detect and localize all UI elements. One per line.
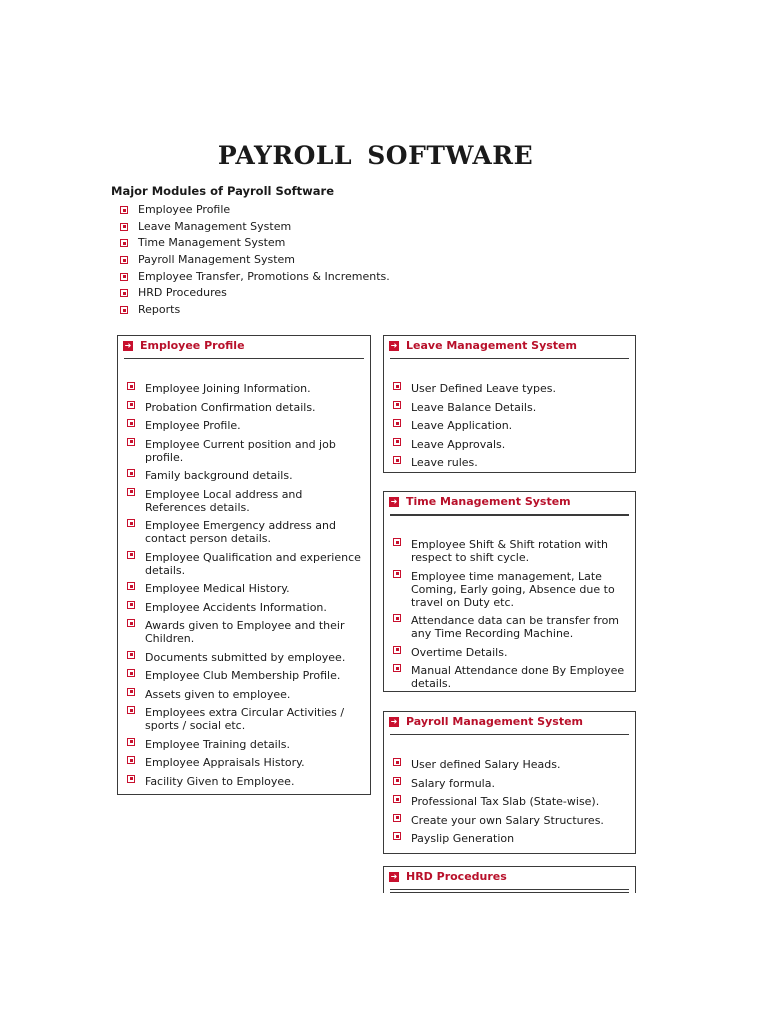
red-arrow-icon: ➜ <box>390 341 398 350</box>
red-square-bullet-icon <box>393 832 401 840</box>
red-square-bullet-icon <box>127 551 135 559</box>
red-square-bullet-icon <box>127 619 135 627</box>
payroll-management-list <box>393 758 629 845</box>
module-label: Employee Transfer, Promotions & Increments. <box>138 269 390 283</box>
hrd-procedures-box <box>383 866 636 893</box>
list-item: Employee Club Membership Profile. <box>127 669 363 682</box>
red-square-bullet-icon <box>127 582 135 590</box>
red-square-bullet-icon <box>393 664 401 672</box>
red-square-bullet-icon <box>127 775 135 783</box>
red-square-bullet-icon <box>393 382 401 390</box>
list-item: Payslip Generation <box>393 832 629 845</box>
list-item: Employee Profile. <box>127 419 363 432</box>
leave-management-list <box>393 382 629 469</box>
red-square-bullet-icon <box>127 382 135 390</box>
box-header <box>124 336 364 359</box>
list-item <box>120 202 390 219</box>
red-square-bullet-icon <box>393 646 401 654</box>
red-square-bullet-icon <box>127 706 135 714</box>
list-item: Leave Balance Details. <box>393 401 629 414</box>
red-square-bullet-icon <box>127 601 135 609</box>
module-label: Reports <box>138 303 181 317</box>
payroll-management-box <box>383 711 636 854</box>
box-header <box>390 867 629 890</box>
employee-profile-list <box>127 382 363 788</box>
red-square-bullet-icon <box>393 538 401 546</box>
list-item: Assets given to employee. <box>127 688 363 701</box>
divider <box>390 892 629 893</box>
list-item: Manual Attendance done By Employee details. <box>393 664 629 690</box>
red-square-bullet-icon <box>120 239 128 247</box>
red-square-bullet-icon <box>127 519 135 527</box>
list-item: Family background details. <box>127 469 363 482</box>
list-item: Documents submitted by employee. <box>127 651 363 664</box>
red-square-bullet-icon <box>120 306 128 314</box>
list-item: Employee Accidents Information. <box>127 601 363 614</box>
red-square-bullet-icon <box>393 614 401 622</box>
list-item: Employee Shift & Shift rotation with respect to shift cycle. <box>393 538 629 564</box>
list-item: Facility Given to Employee. <box>127 775 363 788</box>
red-square-bullet-icon <box>127 651 135 659</box>
list-item <box>120 269 390 286</box>
red-square-bullet-icon <box>393 419 401 427</box>
box-title: Leave Management System <box>406 339 577 352</box>
list-item: Probation Confirmation details. <box>127 401 363 414</box>
list-item: Employee Joining Information. <box>127 382 363 395</box>
box-title: Time Management System <box>406 495 571 508</box>
red-square-bullet-icon <box>393 456 401 464</box>
box-title: Employee Profile <box>140 339 245 352</box>
list-item <box>120 235 390 252</box>
time-management-list <box>393 538 629 690</box>
red-square-bullet-icon <box>120 206 128 214</box>
list-item <box>120 285 390 302</box>
module-label: Time Management System <box>138 236 286 250</box>
list-item: Leave rules. <box>393 456 629 469</box>
list-item: Employee time management, Late Coming, Early going, Absence due to travel on Duty etc. <box>393 570 629 609</box>
list-item: User defined Salary Heads. <box>393 758 629 771</box>
list-item: User Defined Leave types. <box>393 382 629 395</box>
list-item: Overtime Details. <box>393 646 629 659</box>
red-square-bullet-icon <box>127 738 135 746</box>
time-management-box <box>383 491 636 692</box>
list-item: Professional Tax Slab (State-wise). <box>393 795 629 808</box>
module-label: Payroll Management System <box>138 253 295 267</box>
red-arrow-icon: ➜ <box>124 341 132 350</box>
list-item: Employee Appraisals History. <box>127 756 363 769</box>
list-item: Employees extra Circular Activities / sports / social etc. <box>127 706 363 732</box>
red-square-bullet-icon <box>127 669 135 677</box>
red-square-bullet-icon <box>120 273 128 281</box>
red-square-bullet-icon <box>127 419 135 427</box>
list-item: Employee Emergency address and contact person details. <box>127 519 363 545</box>
box-header <box>390 336 629 359</box>
red-square-bullet-icon <box>127 438 135 446</box>
red-square-bullet-icon <box>120 289 128 297</box>
red-square-bullet-icon <box>393 795 401 803</box>
employee-profile-box <box>117 335 371 795</box>
red-square-bullet-icon <box>127 401 135 409</box>
red-square-bullet-icon <box>120 223 128 231</box>
modules-heading: Major Modules of Payroll Software <box>111 184 335 198</box>
list-item: Create your own Salary Structures. <box>393 814 629 827</box>
red-square-bullet-icon <box>127 688 135 696</box>
list-item: Leave Application. <box>393 419 629 432</box>
red-square-bullet-icon <box>393 438 401 446</box>
red-square-bullet-icon <box>393 570 401 578</box>
page-title: PAYROLL SOFTWARE <box>217 141 534 170</box>
red-square-bullet-icon <box>393 401 401 409</box>
list-item <box>120 219 390 236</box>
list-item: Employee Medical History. <box>127 582 363 595</box>
list-item: Awards given to Employee and their Children. <box>127 619 363 645</box>
red-arrow-icon: ➜ <box>390 872 398 881</box>
red-arrow-icon: ➜ <box>390 717 398 726</box>
red-square-bullet-icon <box>393 758 401 766</box>
leave-management-box <box>383 335 636 473</box>
list-item <box>120 252 390 269</box>
list-item: Employee Qualification and experience details. <box>127 551 363 577</box>
red-square-bullet-icon <box>120 256 128 264</box>
red-square-bullet-icon <box>127 488 135 496</box>
modules-list <box>120 202 390 319</box>
red-square-bullet-icon <box>393 814 401 822</box>
box-title: HRD Procedures <box>406 870 507 883</box>
red-square-bullet-icon <box>393 777 401 785</box>
box-title: Payroll Management System <box>406 715 583 728</box>
list-item: Leave Approvals. <box>393 438 629 451</box>
list-item <box>120 302 390 319</box>
list-item: Employee Local address and References details. <box>127 488 363 514</box>
module-label: HRD Procedures <box>138 286 227 300</box>
red-arrow-icon: ➜ <box>390 497 398 506</box>
list-item: Salary formula. <box>393 777 629 790</box>
list-item: Employee Current position and job profile. <box>127 438 363 464</box>
box-header <box>390 492 629 516</box>
red-square-bullet-icon <box>127 756 135 764</box>
box-header <box>390 712 629 735</box>
red-square-bullet-icon <box>127 469 135 477</box>
module-label: Leave Management System <box>138 219 292 233</box>
list-item: Attendance data can be transfer from any Time Recording Machine. <box>393 614 629 640</box>
list-item: Employee Training details. <box>127 738 363 751</box>
module-label: Employee Profile <box>138 203 231 216</box>
